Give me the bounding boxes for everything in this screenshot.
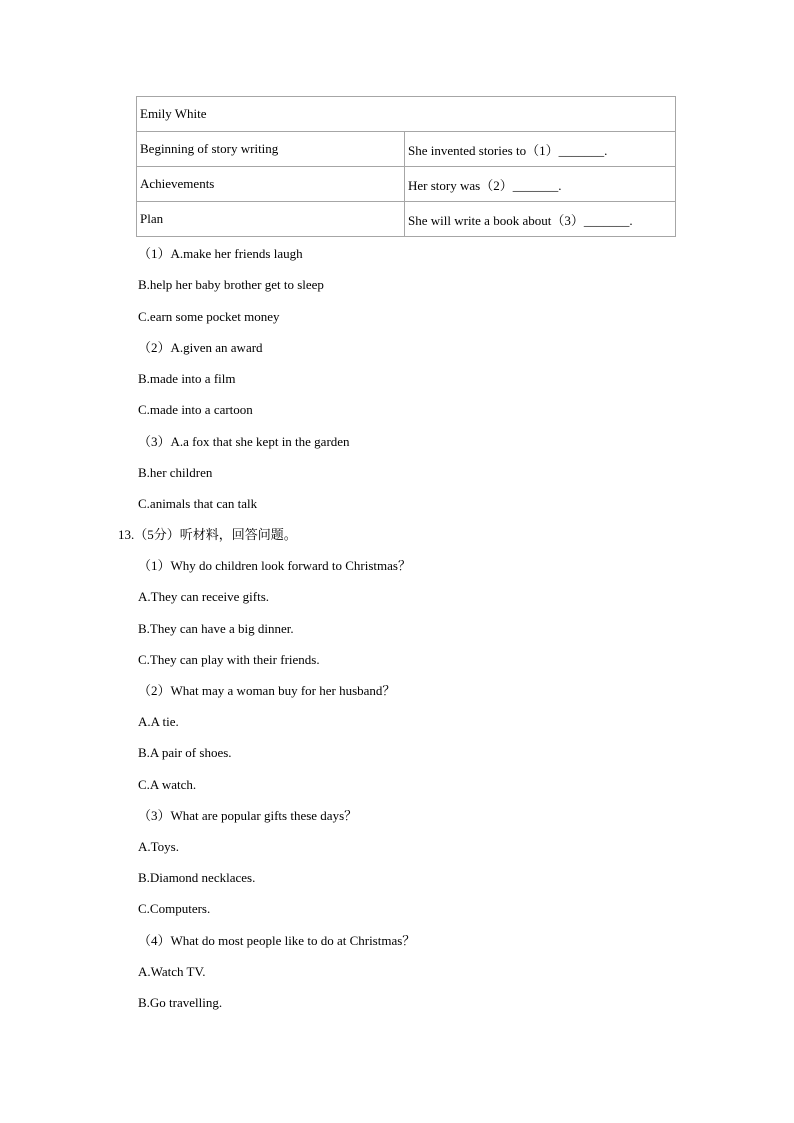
- table-label-achievements: Achievements: [137, 167, 405, 202]
- q13-4-option-b: B.Go travelling.: [138, 995, 223, 1010]
- q13-1-option-c: C.They can play with their friends.: [138, 652, 320, 667]
- table-label-plan: Plan: [137, 202, 405, 237]
- table-label-beginning: Beginning of story writing: [137, 132, 405, 167]
- q13-4-question: （4）What do most people like to do at Christmas？: [138, 933, 416, 948]
- q13-2-option-c: C.A watch.: [138, 777, 197, 792]
- q13-4-option-a: A.Watch TV.: [138, 964, 206, 979]
- q13-3-question: （3）What are popular gifts these days？: [138, 808, 358, 823]
- q13-1-option-a: A.They can receive gifts.: [138, 589, 270, 604]
- q13-2-question: （2）What may a woman buy for her husband？: [138, 683, 396, 698]
- q12-3-option-c: C.animals that can talk: [138, 496, 258, 511]
- table-value-beginning: She invented stories to（1）_______.: [405, 132, 676, 167]
- q12-1-option-a: （1）A.make her friends laugh: [138, 246, 303, 261]
- table-title: Emily White: [137, 97, 676, 132]
- q12-1-option-c: C.earn some pocket money: [138, 309, 280, 324]
- q13-3-option-a: A.Toys.: [138, 839, 179, 854]
- q13-2-option-b: B.A pair of shoes.: [138, 745, 232, 760]
- table-value-achievements: Her story was（2）_______.: [405, 167, 676, 202]
- q13-3-option-b: B.Diamond necklaces.: [138, 870, 256, 885]
- q12-2-option-b: B.made into a film: [138, 371, 236, 386]
- q12-3-option-b: B.her children: [138, 465, 213, 480]
- q13-3-option-c: C.Computers.: [138, 901, 211, 916]
- q12-2-option-a: （2）A.given an award: [138, 340, 263, 355]
- q12-2-option-c: C.made into a cartoon: [138, 402, 253, 417]
- q13-1-option-b: B.They can have a big dinner.: [138, 621, 294, 636]
- q12-1-option-b: B.help her baby brother get to sleep: [138, 277, 324, 292]
- q12-3-option-a: （3）A.a fox that she kept in the garden: [138, 434, 350, 449]
- q13-2-option-a: A.A tie.: [138, 714, 179, 729]
- table-value-plan: She will write a book about（3）_______.: [405, 202, 676, 237]
- q13-heading: 13.（5分）听材料，回答问题。: [118, 527, 297, 542]
- q13-1-question: （1）Why do children look forward to Christmas？: [138, 558, 411, 573]
